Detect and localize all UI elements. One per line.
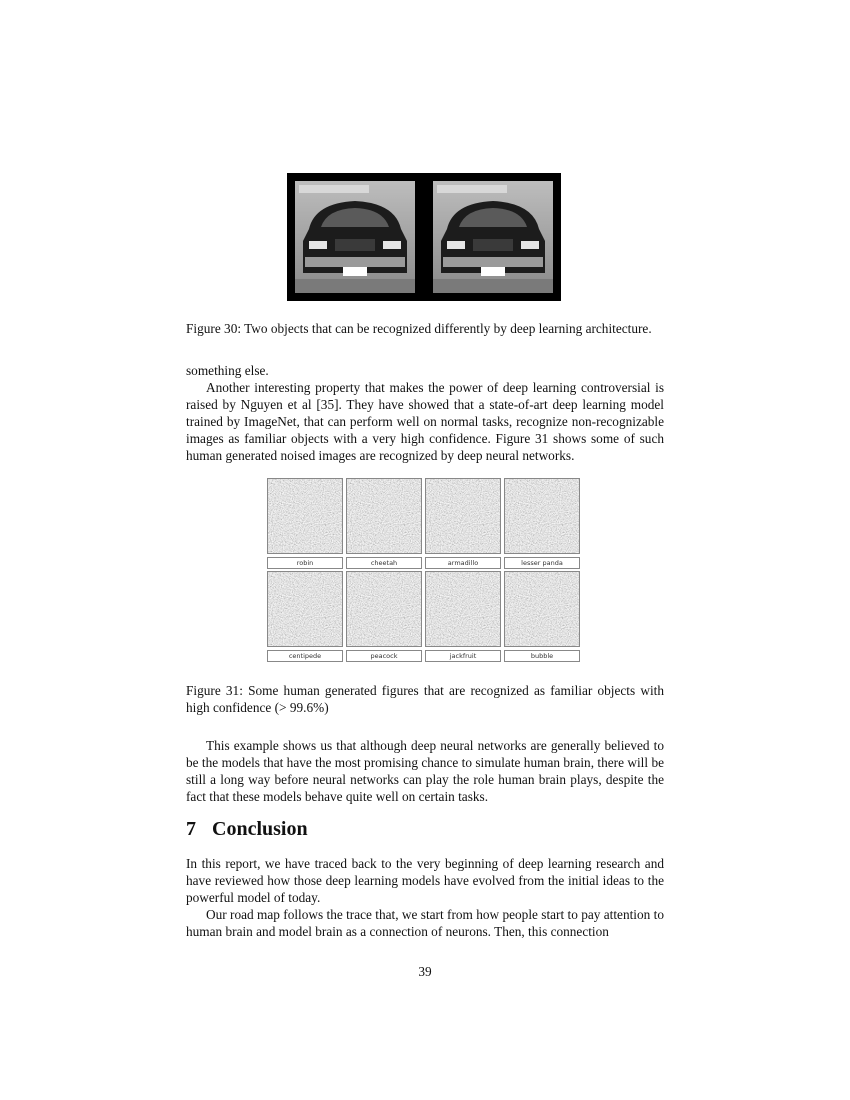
- class-label: peacock: [346, 650, 422, 662]
- class-label: robin: [267, 557, 343, 569]
- paragraph: Our road map follows the trace that, we start from how people start to pay attention to human brain and model brain as a connection of neurons. Then, this connection: [186, 907, 664, 939]
- noise-cell: [346, 478, 422, 554]
- noise-cell: [267, 571, 343, 647]
- class-label: armadillo: [425, 557, 501, 569]
- class-label: jackfruit: [425, 650, 501, 662]
- figure-30: [287, 173, 561, 301]
- section-heading: [186, 818, 308, 841]
- paragraph: This example shows us that although deep neural networks are generally believed to be the models that have the most promising chance to simulate human brain, there will be still a long way before neural networks can play the role human brain plays, despite the fact that these models behave quite well on certain tasks.: [186, 738, 664, 804]
- noise-cell: [504, 478, 580, 554]
- paragraph: something else.: [186, 363, 269, 378]
- section-title: Conclusion: [212, 818, 308, 840]
- noise-cell: [425, 478, 501, 554]
- class-label: centipede: [267, 650, 343, 662]
- noise-image: [267, 571, 343, 647]
- section-number: 7: [186, 818, 196, 840]
- paragraph: In this report, we have traced back to the very beginning of deep learning research and have reviewed how those deep learning models have evolved from the initial ideas to the powerful model of today.: [186, 856, 664, 905]
- paragraph: Another interesting property that makes the power of deep learning controversial is raised by Nguyen et al [35]. They have showed that a state-of-art deep learning model trained by ImageNet, that can perform well on normal tasks, recognize non-recognizable images as familiar objects with a very high confidence. Figure 31 shows some of such human generated noised images are recognized by deep neural networks.: [186, 380, 664, 463]
- car-image-original: [295, 181, 415, 293]
- page-number: 39: [418, 964, 432, 979]
- noise-image: [504, 478, 580, 554]
- noise-image: [346, 571, 422, 647]
- figure-31: [267, 478, 582, 664]
- noise-image: [504, 571, 580, 647]
- car-image-adversarial: [433, 181, 553, 293]
- noise-cell: [504, 571, 580, 647]
- figure-30-caption: Figure 30: Two objects that can be recognized differently by deep learning architecture.: [186, 321, 652, 336]
- class-label: cheetah: [346, 557, 422, 569]
- noise-image: [425, 571, 501, 647]
- noise-image: [267, 478, 343, 554]
- noise-cell: [267, 478, 343, 554]
- noise-cell: [346, 571, 422, 647]
- noise-image: [425, 478, 501, 554]
- class-label: bubble: [504, 650, 580, 662]
- body-text-conclusion: [186, 855, 664, 940]
- class-label: lesser panda: [504, 557, 580, 569]
- body-text-intro: [186, 362, 664, 464]
- figure-31-caption: Figure 31: Some human generated figures that are recognized as familiar objects with high confidence (> 99.6%): [186, 683, 664, 715]
- noise-cell: [425, 571, 501, 647]
- body-text-discussion: [186, 737, 664, 805]
- noise-image: [346, 478, 422, 554]
